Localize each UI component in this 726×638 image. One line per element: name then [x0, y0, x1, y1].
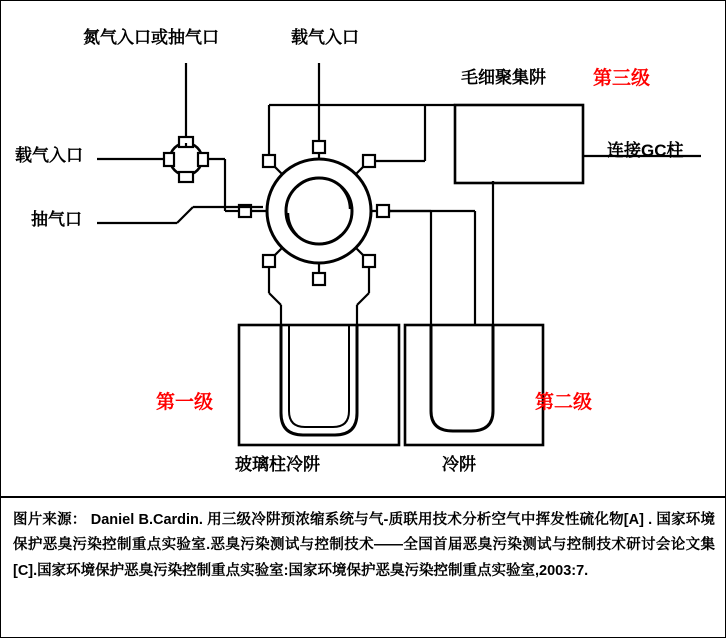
label-cold-trap: 冷阱 [442, 455, 476, 474]
capillary-trap-box [455, 105, 583, 183]
label-carrier-gas-inlet-top: 载气入口 [291, 28, 359, 47]
stage2-dewar-box [405, 325, 543, 445]
valve-port-upper-right [363, 155, 375, 167]
stage1-line-right-2 [357, 293, 369, 305]
label-stage-three: 第三级 [593, 68, 651, 89]
valve-port-lower-right [363, 255, 375, 267]
vent-line-2 [177, 207, 193, 223]
selector-valve-port-left [164, 153, 174, 166]
label-nitrogen-inlet: 氮气入口或抽气口 [83, 28, 219, 47]
label-connect-gc-column: 连接GC柱 [607, 141, 684, 160]
label-capillary-focus-trap: 毛细聚集阱 [461, 68, 546, 87]
valve-port-lower-left [263, 255, 275, 267]
selector-valve-port-bottom [179, 172, 193, 182]
label-vent-port: 抽气口 [31, 210, 82, 229]
figure-caption: 图片来源： Daniel B.Cardin. 用三级冷阱预浓缩系统与气-质联用技术分析空气中挥发性硫化物[A] . 国家环境保护恶臭污染控制重点实验室.恶臭污染测试与控制技术——全国首届恶臭污染测试与控制技术研讨会论文集[C].国家环境保护恶臭污染控制重点实验室:国家环境保护恶臭污染控制重点实验室,2003:7. [1, 496, 726, 638]
label-stage-one: 第一级 [156, 392, 214, 413]
label-glass-column-cold-trap: 玻璃柱冷阱 [235, 455, 320, 474]
valve-port-bottom [313, 273, 325, 285]
valve-port-right [377, 205, 389, 217]
valve-port-upper-left [263, 155, 275, 167]
valve-port-top [313, 141, 325, 153]
stage1-line-left-2 [269, 293, 281, 305]
selector-valve-port-right [198, 153, 208, 166]
label-carrier-gas-inlet-left: 载气入口 [15, 146, 83, 165]
label-stage-two: 第二级 [535, 392, 593, 413]
